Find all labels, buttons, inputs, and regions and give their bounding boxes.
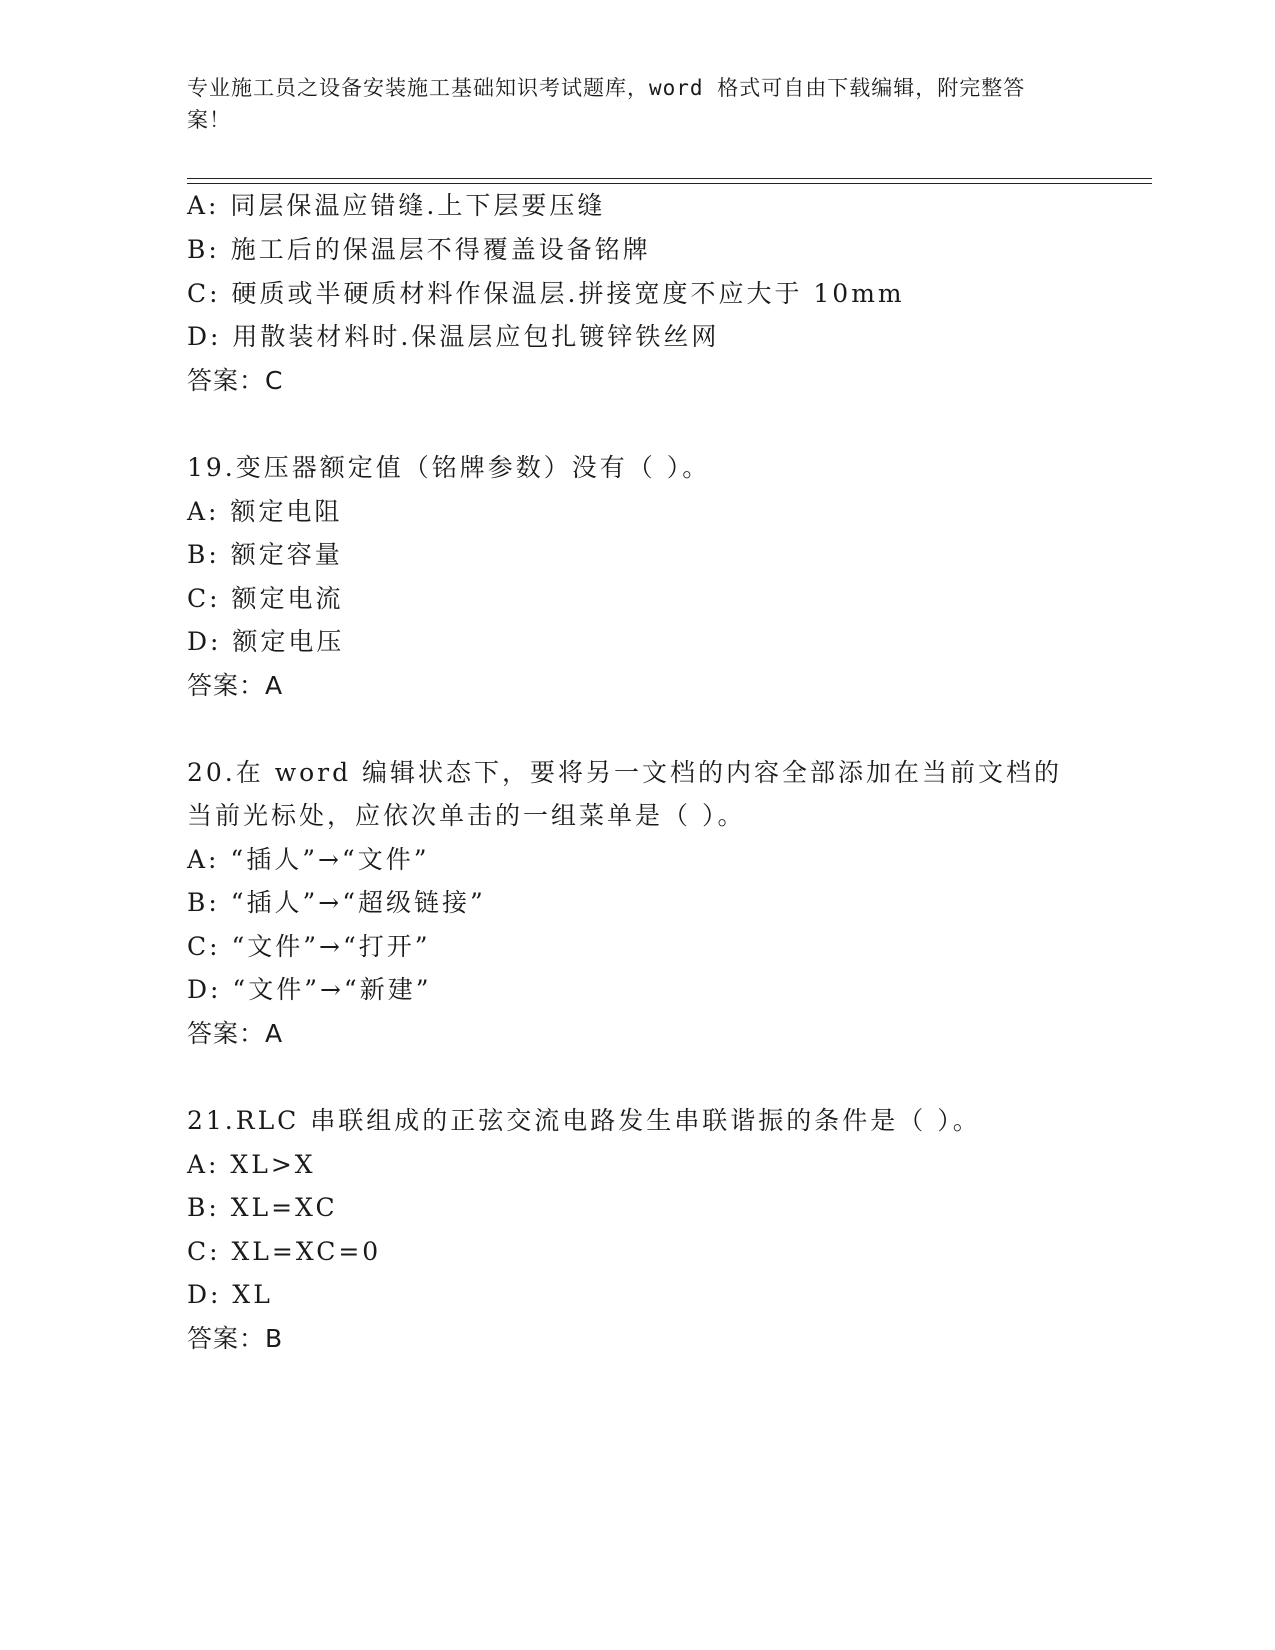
header-divider-bottom: [187, 183, 1152, 184]
option-c: C: “文件”→“打开”: [187, 932, 431, 961]
option-d: D: “文件”→“新建”: [187, 975, 432, 1004]
option-a: A: 额定电阻: [187, 497, 343, 526]
question-19: 19.变压器额定值（铭牌参数）没有（ ）。: [187, 453, 711, 482]
header-divider-top: [187, 178, 1152, 179]
option-b: B: XL=XC: [187, 1193, 338, 1222]
option-d: D: 额定电压: [187, 627, 345, 656]
option-c: C: XL=XC=0: [187, 1237, 382, 1266]
question-20-line-2: 当前光标处，应依次单击的一组菜单是（ ）。: [187, 801, 746, 830]
answer: 答案：A: [187, 1019, 284, 1048]
option-c: C: 额定电流: [187, 584, 344, 613]
option-b: B: 额定容量: [187, 540, 343, 569]
option-c: C: 硬质或半硬质材料作保温层.拼接宽度不应大于 10mm: [187, 279, 905, 308]
question-21: 21.RLC 串联组成的正弦交流电路发生串联谐振的条件是（ ）。: [187, 1106, 981, 1135]
answer: 答案：C: [187, 366, 284, 395]
question-20-line-1: 20.在 word 编辑状态下，要将另一文档的内容全部添加在当前文档的: [187, 758, 1063, 787]
option-a: A: “插人”→“文件”: [187, 845, 430, 874]
option-d: D: 用散装材料时.保温层应包扎镀锌铁丝网: [187, 322, 720, 351]
option-d: D: XL: [187, 1280, 273, 1309]
option-a: A: XL>X: [187, 1150, 316, 1179]
document-header: 专业施工员之设备安装施工基础知识考试题库，word 格式可自由下载编辑，附完整答案！: [187, 76, 1026, 132]
option-a: A: 同层保温应错缝.上下层要压缝: [187, 191, 606, 220]
option-b: B: “插人”→“超级链接”: [187, 888, 486, 917]
answer: 答案：A: [187, 671, 284, 700]
option-b: B: 施工后的保温层不得覆盖设备铭牌: [187, 235, 651, 264]
answer: 答案：B: [187, 1324, 284, 1353]
